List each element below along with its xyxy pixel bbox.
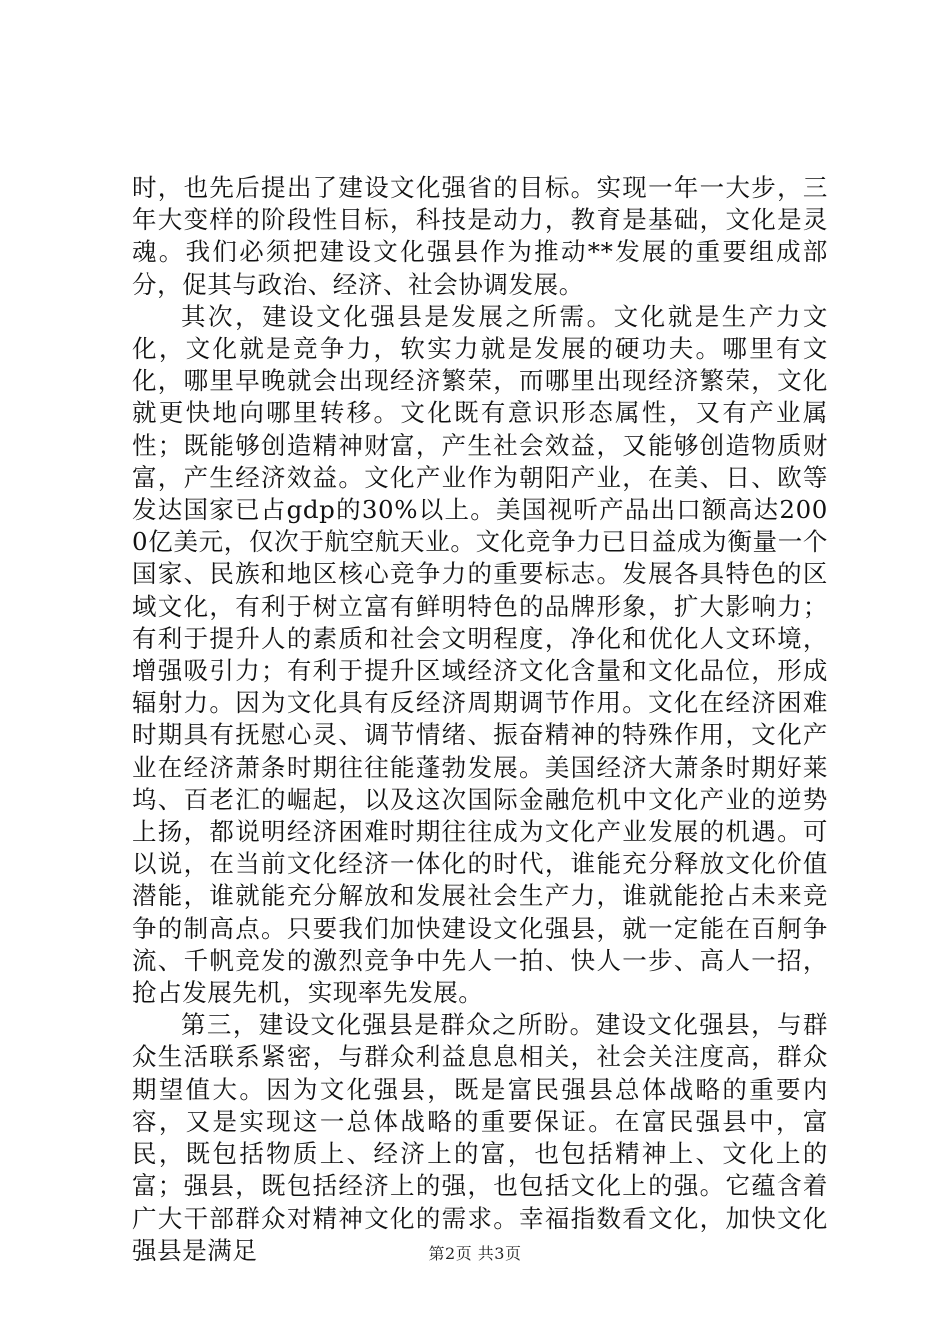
page-footer xyxy=(0,1241,950,1264)
document-body xyxy=(132,172,828,1267)
paragraph-third-point: 第三，建设文化强县是群众之所盼。建设文化强县，与群众生活联系紧密，与群众利益息息相关，社会关注度高，群众期望值大。因为文化强县，既是富民强县总体战略的重要内容，又是实现这一总体战略的重要保证。在富民强县中，富民，既包括物质上、经济上的富，也包括精神上、文化上的富；强县，既包括经济上的强，也包括文化上的强。它蕴含着广大干部群众对精神文化的需求。幸福指数看文化，加快文化强县是满足 xyxy=(132,1010,828,1265)
page-number: 第2页 共3页 xyxy=(428,1244,522,1263)
paragraph-second-point: 其次，建设文化强县是发展之所需。文化就是生产力文化，文化就是竞争力，软实力就是发展的硬功夫。哪里有文化，哪里早晚就会出现经济繁荣，而哪里出现经济繁荣，文化就更快地向哪里转移。文化既有意识形态属性，又有产业属性；既能够创造精神财富，产生社会效益，又能够创造物质财富，产生经济效益。文化产业作为朝阳产业，在美、日、欧等发达国家已占gdp的30%以上。美国视听产品出口额高达2000亿美元，仅次于航空航天业。文化竞争力已日益成为衡量一个国家、民族和地区核心竞争力的重要标志。发展各具特色的区域文化，有利于树立富有鲜明特色的品牌形象，扩大影响力；有利于提升人的素质和社会文明程度，净化和优化人文环境，增强吸引力；有利于提升区域经济文化含量和文化品位，形成辐射力。因为文化具有反经济周期调节作用。文化在经济困难时期具有抚慰心灵、调节情绪、振奋精神的特殊作用，文化产业在经济萧条时期往往能蓬勃发展。美国经济大萧条时期好莱坞、百老汇的崛起，以及这次国际金融危机中文化产业的逆势上扬，都说明经济困难时期往往成为文化产业发展的机遇。可以说，在当前文化经济一体化的时代，谁能充分释放文化价值潜能，谁就能充分解放和发展社会生产力，谁就能抢占未来竞争的制高点。只要我们加快建设文化强县，就一定能在百舸争流、千帆竞发的激烈竞争中先人一拍、快人一步、高人一招，抢占发展先机，实现率先发展。 xyxy=(132,301,828,1008)
paragraph-continuation: 时，也先后提出了建设文化强省的目标。实现一年一大步，三年大变样的阶段性目标，科技是动力，教育是基础，文化是灵魂。我们必须把建设文化强县作为推动**发展的重要组成部分，促其与政治、经济、社会协调发展。 xyxy=(132,173,828,299)
